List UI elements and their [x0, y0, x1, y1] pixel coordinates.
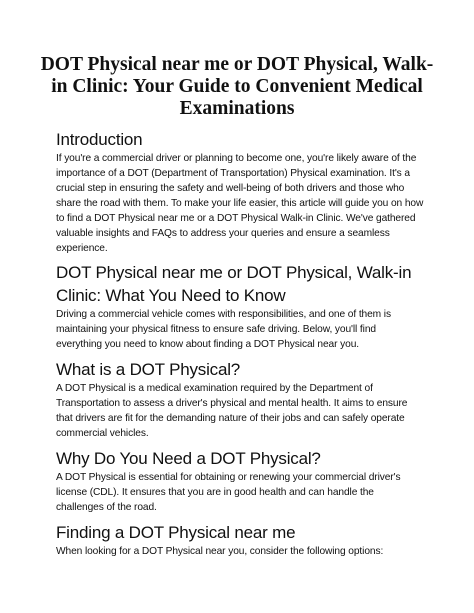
section-paragraph: A DOT Physical is a medical examination required by the Department of Transportation to assess a driver's physical and mental health. It aims to ensure that drivers are fit for the demanding nature of their jobs and can safely operate commercial vehicles. — [56, 383, 408, 439]
section-heading: Finding a DOT Physical near me — [56, 523, 296, 542]
section-finding-near-me — [56, 521, 424, 559]
section-paragraph: When looking for a DOT Physical near you, consider the following options: — [56, 546, 384, 557]
section-heading: DOT Physical near me or DOT Physical, Walk-in Clinic: What You Need to Know — [56, 263, 412, 305]
section-paragraph: If you're a commercial driver or planning to become one, you're likely aware of the importance of a DOT (Department of Transportation) Physical examination. It's a crucial step in ensuring the safety and well-being of both drivers and those who share the road with them. To make your life easier, this article will guide you on how to find a DOT Physical near me or a DOT Physical Walk-in Clinic. We've gathered valuable insights and FAQs to address your queries and ensure a seamless experience. — [56, 153, 424, 254]
section-paragraph: A DOT Physical is essential for obtaining or renewing your commercial driver's license (CDL). It ensures that you are in good health and can handle the challenges of the road. — [56, 472, 401, 513]
section-heading: What is a DOT Physical? — [56, 360, 241, 379]
section-introduction — [56, 128, 424, 256]
section-paragraph: Driving a commercial vehicle comes with responsibilities, and one of them is maintaining your physical fitness to ensure safe driving. Below, you'll find everything you need to know about finding a DOT Physical near you. — [56, 309, 391, 350]
document-content — [56, 128, 424, 565]
section-what-you-need-to-know — [56, 261, 424, 352]
document-title: DOT Physical near me or DOT Physical, Walk-in Clinic: Your Guide to Convenient Medical Examinations — [40, 54, 434, 119]
section-heading: Why Do You Need a DOT Physical? — [56, 449, 321, 468]
section-heading: Introduction — [56, 130, 143, 149]
section-what-is-dot-physical — [56, 358, 424, 441]
section-why-you-need — [56, 447, 424, 515]
